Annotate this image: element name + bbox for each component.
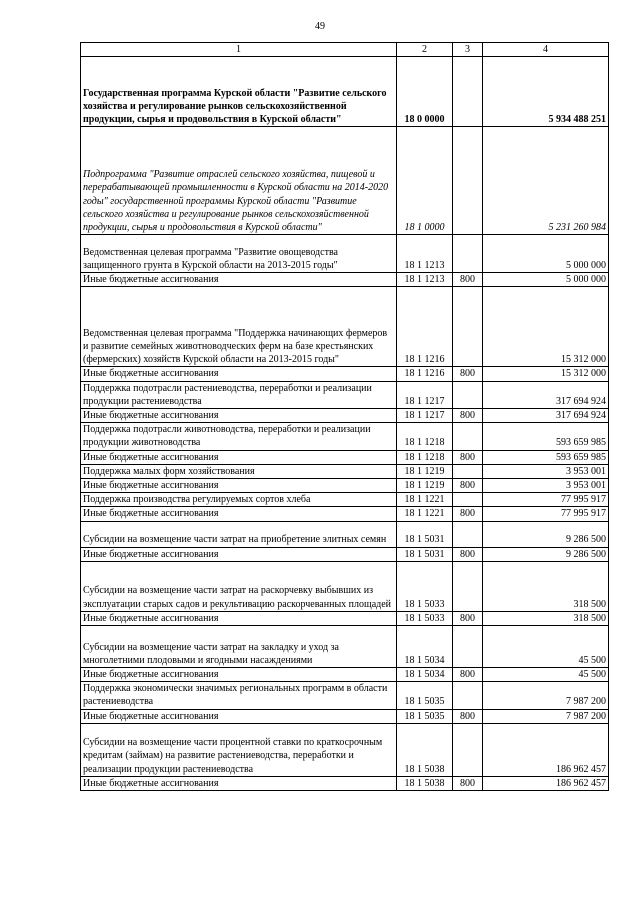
row-type-cell: 800 <box>453 547 483 561</box>
row-type-cell: 800 <box>453 479 483 493</box>
row-name-cell: Поддержка подотрасли животноводства, переработки и реализации продукции животноводства <box>81 423 397 450</box>
table-row <box>81 547 609 561</box>
column-header-4: 4 <box>483 43 609 57</box>
row-type-cell <box>453 493 483 507</box>
row-name-cell: Субсидии на возмещение части затрат на закладку и уход за многолетними плодовыми и ягодными насаждениями <box>81 626 397 668</box>
page-number: 49 <box>315 21 325 32</box>
row-amount-cell: 77 995 917 <box>483 507 609 521</box>
row-type-cell: 800 <box>453 611 483 625</box>
row-name-cell: Поддержка производства регулируемых сортов хлеба <box>81 493 397 507</box>
row-code-cell: 18 1 5035 <box>397 709 453 723</box>
row-name-cell: Иные бюджетные ассигнования <box>81 668 397 682</box>
table-row <box>81 507 609 521</box>
row-code-cell: 18 1 5033 <box>397 611 453 625</box>
row-type-cell: 800 <box>453 450 483 464</box>
row-name-cell: Ведомственная целевая программа "Поддержка начинающих фермеров и развитие семейных животноводческих ферм на базе крестьянских (фермерских) хозяйств Курской области на 2013-2015 годы" <box>81 287 397 367</box>
table-row <box>81 273 609 287</box>
table-row <box>81 287 609 367</box>
row-code-cell: 18 0 0000 <box>397 57 453 127</box>
table-row <box>81 682 609 709</box>
row-code-cell: 18 1 5035 <box>397 682 453 709</box>
row-code-cell: 18 1 5038 <box>397 776 453 790</box>
column-header-1: 1 <box>81 43 397 57</box>
table-row <box>81 367 609 381</box>
row-amount-cell: 7 987 200 <box>483 709 609 723</box>
table-row <box>81 776 609 790</box>
table-row <box>81 561 609 611</box>
row-type-cell <box>453 423 483 450</box>
row-code-cell: 18 1 1219 <box>397 464 453 478</box>
row-code-cell: 18 1 1219 <box>397 479 453 493</box>
row-amount-cell: 3 953 001 <box>483 464 609 478</box>
row-name-cell: Иные бюджетные ассигнования <box>81 367 397 381</box>
table-body <box>81 57 609 791</box>
budget-table <box>80 42 609 791</box>
row-type-cell: 800 <box>453 507 483 521</box>
row-code-cell: 18 1 1221 <box>397 507 453 521</box>
row-type-cell: 800 <box>453 668 483 682</box>
table-row <box>81 381 609 408</box>
row-name-cell: Субсидии на возмещение части затрат на приобретение элитных семян <box>81 521 397 547</box>
row-amount-cell: 593 659 985 <box>483 450 609 464</box>
row-amount-cell: 15 312 000 <box>483 367 609 381</box>
row-type-cell <box>453 626 483 668</box>
row-code-cell: 18 1 5034 <box>397 668 453 682</box>
row-amount-cell: 5 231 260 984 <box>483 127 609 235</box>
row-type-cell <box>453 127 483 235</box>
row-type-cell <box>453 521 483 547</box>
row-amount-cell: 593 659 985 <box>483 423 609 450</box>
table-row <box>81 493 609 507</box>
row-code-cell: 18 1 5038 <box>397 723 453 776</box>
row-type-cell: 800 <box>453 776 483 790</box>
row-code-cell: 18 1 5034 <box>397 626 453 668</box>
row-type-cell <box>453 235 483 273</box>
row-name-cell: Иные бюджетные ассигнования <box>81 479 397 493</box>
row-code-cell: 18 1 1217 <box>397 381 453 408</box>
row-code-cell: 18 1 1221 <box>397 493 453 507</box>
row-name-cell: Поддержка малых форм хозяйствования <box>81 464 397 478</box>
row-amount-cell: 9 286 500 <box>483 547 609 561</box>
row-amount-cell: 317 694 924 <box>483 409 609 423</box>
row-name-cell: Субсидии на возмещение части процентной ставки по краткосрочным кредитам (займам) на развитие растениеводства, переработки и реализации продукции растениеводства <box>81 723 397 776</box>
row-type-cell <box>453 682 483 709</box>
row-amount-cell: 45 500 <box>483 668 609 682</box>
row-type-cell <box>453 464 483 478</box>
row-name-cell: Иные бюджетные ассигнования <box>81 709 397 723</box>
column-header-2: 2 <box>397 43 453 57</box>
row-name-cell: Иные бюджетные ассигнования <box>81 409 397 423</box>
row-code-cell: 18 1 5031 <box>397 547 453 561</box>
row-type-cell <box>453 561 483 611</box>
row-amount-cell: 7 987 200 <box>483 682 609 709</box>
row-amount-cell: 186 962 457 <box>483 776 609 790</box>
row-amount-cell: 318 500 <box>483 561 609 611</box>
row-type-cell: 800 <box>453 709 483 723</box>
table-row <box>81 709 609 723</box>
table-row <box>81 521 609 547</box>
row-amount-cell: 9 286 500 <box>483 521 609 547</box>
row-code-cell: 18 1 1216 <box>397 287 453 367</box>
row-name-cell: Иные бюджетные ассигнования <box>81 450 397 464</box>
row-type-cell: 800 <box>453 409 483 423</box>
table-header-row <box>81 43 609 57</box>
row-code-cell: 18 1 1218 <box>397 450 453 464</box>
row-type-cell <box>453 723 483 776</box>
table-row <box>81 57 609 127</box>
table-row <box>81 235 609 273</box>
table-row <box>81 668 609 682</box>
table-row <box>81 423 609 450</box>
row-type-cell: 800 <box>453 367 483 381</box>
table-row <box>81 127 609 235</box>
row-name-cell: Субсидии на возмещение части затрат на раскорчевку выбывших из эксплуатации старых садов и рекультивацию раскорчеванных площадей <box>81 561 397 611</box>
table-row <box>81 479 609 493</box>
row-code-cell: 18 1 1217 <box>397 409 453 423</box>
row-code-cell: 18 1 1213 <box>397 273 453 287</box>
row-amount-cell: 45 500 <box>483 626 609 668</box>
row-name-cell: Ведомственная целевая программа "Развитие овощеводства защищенного грунта в Курской области на 2013-2015 годы" <box>81 235 397 273</box>
table-row <box>81 450 609 464</box>
row-code-cell: 18 1 1213 <box>397 235 453 273</box>
row-code-cell: 18 1 1216 <box>397 367 453 381</box>
row-amount-cell: 5 000 000 <box>483 273 609 287</box>
row-name-cell: Иные бюджетные ассигнования <box>81 547 397 561</box>
table-row <box>81 611 609 625</box>
row-type-cell <box>453 381 483 408</box>
row-name-cell: Подпрограмма "Развитие отраслей сельского хозяйства, пищевой и перерабатывающей промышленности в Курской области на 2014-2020 годы" государственной программы Курской области "Развитие сельского хозяйства и регулирование рынков сельскохозяйственной продукции, сырья и продовольствия в Курской области" <box>81 127 397 235</box>
row-name-cell: Иные бюджетные ассигнования <box>81 273 397 287</box>
row-code-cell: 18 1 0000 <box>397 127 453 235</box>
row-name-cell: Поддержка подотрасли растениеводства, переработки и реализации продукции растениеводства <box>81 381 397 408</box>
table-row <box>81 464 609 478</box>
row-amount-cell: 15 312 000 <box>483 287 609 367</box>
row-type-cell <box>453 287 483 367</box>
table-row <box>81 626 609 668</box>
table-row <box>81 723 609 776</box>
row-name-cell: Иные бюджетные ассигнования <box>81 776 397 790</box>
row-amount-cell: 77 995 917 <box>483 493 609 507</box>
row-name-cell: Поддержка экономически значимых региональных программ в области растениеводства <box>81 682 397 709</box>
row-code-cell: 18 1 1218 <box>397 423 453 450</box>
row-amount-cell: 186 962 457 <box>483 723 609 776</box>
row-amount-cell: 317 694 924 <box>483 381 609 408</box>
row-amount-cell: 318 500 <box>483 611 609 625</box>
row-name-cell: Иные бюджетные ассигнования <box>81 507 397 521</box>
row-amount-cell: 5 000 000 <box>483 235 609 273</box>
column-header-3: 3 <box>453 43 483 57</box>
row-code-cell: 18 1 5031 <box>397 521 453 547</box>
row-name-cell: Иные бюджетные ассигнования <box>81 611 397 625</box>
table-row <box>81 409 609 423</box>
row-type-cell: 800 <box>453 273 483 287</box>
row-amount-cell: 3 953 001 <box>483 479 609 493</box>
row-amount-cell: 5 934 488 251 <box>483 57 609 127</box>
row-type-cell <box>453 57 483 127</box>
row-name-cell: Государственная программа Курской области "Развитие сельского хозяйства и регулирование рынков сельскохозяйственной продукции, сырья и продовольствия в Курской области" <box>81 57 397 127</box>
row-code-cell: 18 1 5033 <box>397 561 453 611</box>
